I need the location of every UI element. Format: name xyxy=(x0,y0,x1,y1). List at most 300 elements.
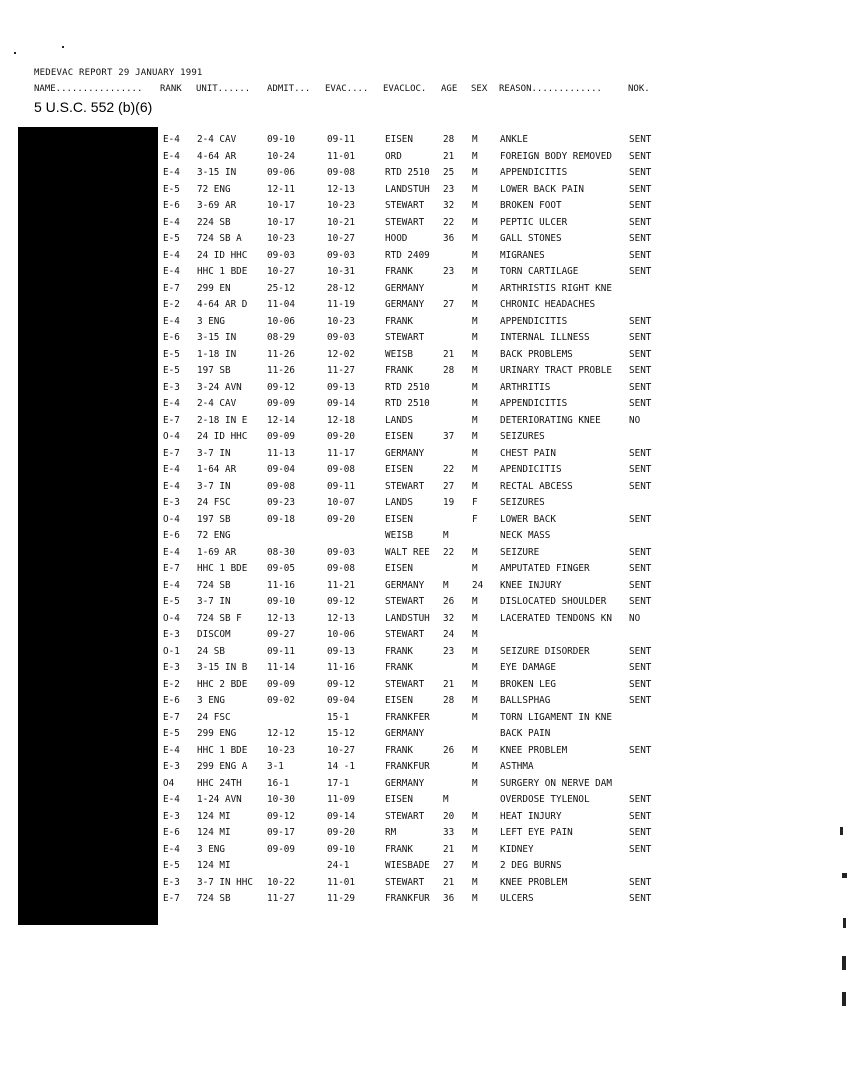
cell-age: 33 xyxy=(443,827,455,838)
cell-age: 26 xyxy=(443,596,455,607)
cell-evacloc: STEWART xyxy=(385,596,425,607)
cell-nok: SENT xyxy=(629,447,652,459)
cell-evacloc: FRANKFUR xyxy=(385,761,430,772)
cell-admit: 10-17 xyxy=(267,216,295,228)
cell-nok: SENT xyxy=(629,513,652,525)
cell-unit: 3-69 AR xyxy=(197,200,237,211)
cell-reason: BROKEN LEG xyxy=(500,678,556,690)
cell-age: M xyxy=(443,579,449,591)
cell-sex: M xyxy=(472,200,478,211)
cell-unit: 197 SB xyxy=(197,513,231,525)
cell-evacloc: LANDS xyxy=(385,414,413,426)
cell-evacloc: STEWART xyxy=(385,629,425,640)
cell-evac: 12-13 xyxy=(327,183,355,195)
table-row xyxy=(0,613,848,630)
cell-nok: SENT xyxy=(629,563,652,574)
cell-evac: 09-20 xyxy=(327,431,355,442)
cell-admit: 08-29 xyxy=(267,332,295,343)
cell-age: 22 xyxy=(443,546,455,558)
cell-admit: 09-12 xyxy=(267,381,295,393)
cell-reason: MIGRANES xyxy=(500,249,545,261)
table-row xyxy=(0,794,848,811)
cell-sex: M xyxy=(472,233,478,244)
cell-sex: M xyxy=(472,167,478,178)
cell-evac: 17-1 xyxy=(327,777,350,789)
cell-admit: 09-23 xyxy=(267,497,295,508)
cell-unit: 197 SB xyxy=(197,365,231,376)
cell-sex: F xyxy=(472,513,478,525)
cell-rank: E-4 xyxy=(163,134,180,145)
header-unit: UNIT...... xyxy=(196,84,251,94)
cell-rank: E-5 xyxy=(163,233,180,244)
table-row xyxy=(0,151,848,168)
cell-unit: 299 ENG A xyxy=(197,761,248,772)
cell-rank: E-4 xyxy=(163,150,180,162)
cell-unit: 3 ENG xyxy=(197,315,225,327)
cell-evacloc: FRANK xyxy=(385,645,413,657)
cell-age: 32 xyxy=(443,612,455,624)
cell-admit: 10-23 xyxy=(267,233,295,244)
cell-rank: E-3 xyxy=(163,662,180,673)
table-row xyxy=(0,745,848,762)
cell-evac: 09-08 xyxy=(327,167,355,178)
cell-evac: 09-12 xyxy=(327,596,355,607)
cell-reason: LEFT EYE PAIN xyxy=(500,827,573,838)
cell-reason: DISLOCATED SHOULDER xyxy=(500,596,607,607)
cell-age: 27 xyxy=(443,480,455,492)
cell-reason: SEIZURE xyxy=(500,546,540,558)
cell-reason: KNEE PROBLEM xyxy=(500,744,568,756)
table-row xyxy=(0,283,848,300)
cell-age: 28 xyxy=(443,695,455,706)
cell-evac: 11-09 xyxy=(327,794,355,805)
cell-age: 26 xyxy=(443,744,455,756)
cell-sex: M xyxy=(472,315,478,327)
cell-rank: E-3 xyxy=(163,810,180,822)
cell-rank: E-7 xyxy=(163,711,180,723)
cell-nok: SENT xyxy=(629,843,652,855)
table-row xyxy=(0,695,848,712)
table-row xyxy=(0,827,848,844)
cell-unit: 24 FSC xyxy=(197,711,231,723)
cell-age: 23 xyxy=(443,645,455,657)
cell-reason: OVERDOSE TYLENOL xyxy=(500,794,590,805)
cell-evacloc: EISEN xyxy=(385,563,413,574)
cell-reason: KNEE INJURY xyxy=(500,579,562,591)
cell-admit: 09-10 xyxy=(267,134,295,145)
cell-sex: M xyxy=(472,266,478,277)
cell-reason: GALL STONES xyxy=(500,233,562,244)
cell-evac: 14 -1 xyxy=(327,761,355,772)
cell-rank: E-3 xyxy=(163,761,180,772)
cell-sex: M xyxy=(472,711,478,723)
cell-rank: E-6 xyxy=(163,530,180,541)
header-admit: ADMIT... xyxy=(267,84,311,94)
cell-evac: 15-1 xyxy=(327,711,350,723)
cell-nok: SENT xyxy=(629,827,652,838)
cell-reason: CHRONIC HEADACHES xyxy=(500,299,596,310)
medevac-table-body xyxy=(0,134,848,910)
cell-evac: 09-11 xyxy=(327,480,355,492)
cell-evac: 11-17 xyxy=(327,447,355,459)
cell-evacloc: FRANKFUR xyxy=(385,893,430,904)
cell-evacloc: FRANK xyxy=(385,662,413,673)
cell-sex: M xyxy=(472,150,478,162)
table-row xyxy=(0,299,848,316)
cell-reason: ARTHRISTIS RIGHT KNE xyxy=(500,282,612,294)
redaction-label: 5 U.S.C. 552 (b)(6) xyxy=(34,99,153,115)
cell-evacloc: WIESBADE xyxy=(385,860,430,871)
table-row xyxy=(0,679,848,696)
cell-sex: M xyxy=(472,134,478,145)
cell-evac: 10-23 xyxy=(327,200,355,211)
table-row xyxy=(0,266,848,283)
cell-rank: E-7 xyxy=(163,563,180,574)
table-row xyxy=(0,464,848,481)
cell-nok: SENT xyxy=(629,398,652,409)
cell-rank: E-6 xyxy=(163,827,180,838)
cell-unit: 4-64 AR xyxy=(197,150,237,162)
cell-age: 28 xyxy=(443,365,455,376)
cell-nok: SENT xyxy=(629,200,652,211)
scan-edge-mark xyxy=(842,992,846,1006)
table-row xyxy=(0,332,848,349)
table-row xyxy=(0,349,848,366)
cell-unit: 3-7 IN HHC xyxy=(197,876,253,888)
cell-evac: 09-08 xyxy=(327,464,355,475)
cell-sex: M xyxy=(472,216,478,228)
cell-admit: 09-09 xyxy=(267,398,295,409)
cell-reason: AMPUTATED FINGER xyxy=(500,563,590,574)
cell-evacloc: GERMANY xyxy=(385,777,425,789)
cell-age: 21 xyxy=(443,150,455,162)
cell-age: 27 xyxy=(443,860,455,871)
cell-evac: 09-08 xyxy=(327,563,355,574)
cell-reason: SEIZURES xyxy=(500,497,545,508)
cell-evacloc: FRANK xyxy=(385,266,413,277)
cell-unit: 2-4 CAV xyxy=(197,398,237,409)
cell-evacloc: ORD xyxy=(385,150,402,162)
cell-nok: SENT xyxy=(629,695,652,706)
cell-admit: 08-30 xyxy=(267,546,295,558)
cell-sex: M xyxy=(472,893,478,904)
cell-rank: E-5 xyxy=(163,365,180,376)
cell-evac: 09-04 xyxy=(327,695,355,706)
cell-unit: 2-18 IN E xyxy=(197,414,248,426)
cell-admit: 11-27 xyxy=(267,893,295,904)
cell-reason: BACK PROBLEMS xyxy=(500,348,573,360)
cell-evac: 09-14 xyxy=(327,398,355,409)
cell-reason: LOWER BACK PAIN xyxy=(500,183,584,195)
cell-nok: SENT xyxy=(629,150,652,162)
cell-admit: 09-05 xyxy=(267,563,295,574)
table-row xyxy=(0,844,848,861)
table-row xyxy=(0,365,848,382)
cell-unit: 3 ENG xyxy=(197,695,225,706)
table-row xyxy=(0,580,848,597)
cell-evacloc: STEWART xyxy=(385,480,425,492)
cell-sex: M xyxy=(472,827,478,838)
cell-unit: 1-18 IN xyxy=(197,348,237,360)
cell-evacloc: GERMANY xyxy=(385,299,425,310)
table-row xyxy=(0,398,848,415)
cell-nok: SENT xyxy=(629,579,652,591)
cell-rank: E-4 xyxy=(163,315,180,327)
cell-reason: NECK MASS xyxy=(500,530,551,541)
cell-admit: 09-08 xyxy=(267,480,295,492)
cell-evac: 12-18 xyxy=(327,414,355,426)
scan-edge-mark xyxy=(842,956,846,970)
cell-age: 25 xyxy=(443,167,455,178)
cell-rank: E-7 xyxy=(163,414,180,426)
cell-nok: SENT xyxy=(629,183,652,195)
cell-unit: HHC 24TH xyxy=(197,777,242,789)
cell-rank: E-4 xyxy=(163,167,180,178)
cell-nok: SENT xyxy=(629,810,652,822)
cell-nok: NO xyxy=(629,612,641,624)
cell-unit: 4-64 AR D xyxy=(197,299,248,310)
scan-speck xyxy=(62,46,64,48)
cell-age: M xyxy=(443,530,449,541)
cell-rank: E-3 xyxy=(163,497,180,508)
cell-nok: SENT xyxy=(629,678,652,690)
cell-rank: E-7 xyxy=(163,282,180,294)
cell-evac: 10-23 xyxy=(327,315,355,327)
cell-unit: 24 FSC xyxy=(197,497,231,508)
cell-unit: 124 MI xyxy=(197,827,231,838)
table-row xyxy=(0,233,848,250)
table-row xyxy=(0,431,848,448)
cell-evacloc: STEWART xyxy=(385,876,425,888)
cell-rank: E-2 xyxy=(163,678,180,690)
cell-unit: 3 ENG xyxy=(197,843,225,855)
cell-admit: 11-04 xyxy=(267,299,295,310)
cell-sex: M xyxy=(472,282,478,294)
cell-unit: 72 ENG xyxy=(197,530,231,541)
cell-nok: SENT xyxy=(629,167,652,178)
cell-admit: 09-04 xyxy=(267,464,295,475)
header-evac: EVAC.... xyxy=(325,84,369,94)
table-row xyxy=(0,547,848,564)
cell-evacloc: RM xyxy=(385,827,397,838)
cell-admit: 09-03 xyxy=(267,249,295,261)
cell-sex: M xyxy=(472,662,478,673)
cell-admit: 12-12 xyxy=(267,728,295,739)
cell-evac: 10-21 xyxy=(327,216,355,228)
cell-unit: 224 SB xyxy=(197,216,231,228)
cell-reason: LACERATED TENDONS KN xyxy=(500,612,612,624)
cell-sex: M xyxy=(472,464,478,475)
cell-unit: 3-7 IN xyxy=(197,596,231,607)
cell-sex: M xyxy=(472,348,478,360)
cell-evacloc: WEISB xyxy=(385,530,413,541)
cell-nok: SENT xyxy=(629,876,652,888)
cell-evac: 11-21 xyxy=(327,579,355,591)
table-row xyxy=(0,860,848,877)
cell-evac: 10-06 xyxy=(327,629,355,640)
cell-evacloc: GERMANY xyxy=(385,728,425,739)
cell-unit: 724 SB xyxy=(197,579,231,591)
cell-rank: O4 xyxy=(163,777,175,789)
cell-reason: APPENDICITIS xyxy=(500,315,568,327)
cell-age: 28 xyxy=(443,134,455,145)
cell-nok: SENT xyxy=(629,381,652,393)
scan-edge-mark xyxy=(843,918,846,928)
cell-unit: HHC 1 BDE xyxy=(197,266,248,277)
cell-evac: 09-20 xyxy=(327,827,355,838)
cell-rank: E-4 xyxy=(163,744,180,756)
cell-evac: 09-10 xyxy=(327,843,355,855)
cell-evacloc: STEWART xyxy=(385,200,425,211)
cell-sex: M xyxy=(472,629,478,640)
cell-evacloc: STEWART xyxy=(385,810,425,822)
cell-admit: 25-12 xyxy=(267,282,295,294)
cell-sex: M xyxy=(472,876,478,888)
cell-age: 21 xyxy=(443,843,455,855)
cell-evacloc: FRANK xyxy=(385,365,413,376)
cell-evac: 11-19 xyxy=(327,299,355,310)
cell-rank: E-4 xyxy=(163,266,180,277)
cell-nok: SENT xyxy=(629,794,652,805)
cell-rank: E-4 xyxy=(163,843,180,855)
cell-admit: 10-22 xyxy=(267,876,295,888)
cell-sex: M xyxy=(472,332,478,343)
cell-sex: M xyxy=(472,447,478,459)
cell-sex: M xyxy=(472,761,478,772)
cell-nok: SENT xyxy=(629,348,652,360)
cell-evacloc: HOOD xyxy=(385,233,408,244)
cell-sex: 24 xyxy=(472,579,484,591)
cell-age: 37 xyxy=(443,431,455,442)
table-row xyxy=(0,514,848,531)
cell-admit: 10-17 xyxy=(267,200,295,211)
table-row xyxy=(0,877,848,894)
cell-unit: 1-69 AR xyxy=(197,546,237,558)
cell-evacloc: FRANK xyxy=(385,315,413,327)
cell-rank: E-6 xyxy=(163,200,180,211)
table-row xyxy=(0,893,848,910)
cell-unit: 724 SB A xyxy=(197,233,242,244)
cell-admit: 12-14 xyxy=(267,414,295,426)
cell-admit: 09-10 xyxy=(267,596,295,607)
cell-unit: 1-64 AR xyxy=(197,464,237,475)
header-nok: NOK. xyxy=(628,84,650,94)
cell-age: 21 xyxy=(443,678,455,690)
cell-admit: 09-11 xyxy=(267,645,295,657)
cell-admit: 09-09 xyxy=(267,431,295,442)
cell-nok: SENT xyxy=(629,662,652,673)
cell-admit: 3-1 xyxy=(267,761,284,772)
cell-nok: SENT xyxy=(629,266,652,277)
cell-sex: M xyxy=(472,249,478,261)
cell-sex: M xyxy=(472,299,478,310)
table-row xyxy=(0,662,848,679)
cell-sex: M xyxy=(472,810,478,822)
table-row xyxy=(0,712,848,729)
cell-evacloc: RTD 2409 xyxy=(385,249,430,261)
cell-unit: 3-7 IN xyxy=(197,480,231,492)
cell-unit: 299 EN xyxy=(197,282,231,294)
cell-admit: 12-13 xyxy=(267,612,295,624)
cell-unit: 24 ID HHC xyxy=(197,431,248,442)
cell-nok: SENT xyxy=(629,249,652,261)
cell-admit: 09-27 xyxy=(267,629,295,640)
cell-evac: 10-27 xyxy=(327,744,355,756)
table-row xyxy=(0,184,848,201)
cell-reason: PEPTIC ULCER xyxy=(500,216,568,228)
table-row xyxy=(0,200,848,217)
cell-unit: 724 SB xyxy=(197,893,231,904)
cell-evac: 11-01 xyxy=(327,150,355,162)
cell-rank: E-4 xyxy=(163,216,180,228)
cell-reason: URINARY TRACT PROBLE xyxy=(500,365,612,376)
cell-nok: SENT xyxy=(629,645,652,657)
cell-nok: SENT xyxy=(629,134,652,145)
cell-sex: M xyxy=(472,596,478,607)
table-row xyxy=(0,382,848,399)
cell-rank: E-7 xyxy=(163,893,180,904)
table-row xyxy=(0,316,848,333)
cell-admit: 10-27 xyxy=(267,266,295,277)
cell-evac: 09-03 xyxy=(327,546,355,558)
cell-nok: SENT xyxy=(629,546,652,558)
cell-evacloc: RTD 2510 xyxy=(385,381,430,393)
cell-rank: E-3 xyxy=(163,629,180,640)
cell-unit: 2-4 CAV xyxy=(197,134,237,145)
table-row xyxy=(0,761,848,778)
cell-rank: E-5 xyxy=(163,728,180,739)
cell-sex: M xyxy=(472,546,478,558)
cell-unit: 124 MI xyxy=(197,860,231,871)
cell-nok: SENT xyxy=(629,464,652,475)
cell-nok: SENT xyxy=(629,893,652,904)
cell-age: 32 xyxy=(443,200,455,211)
cell-age: 36 xyxy=(443,893,455,904)
cell-age: 19 xyxy=(443,497,455,508)
cell-age: 22 xyxy=(443,464,455,475)
cell-evacloc: EISEN xyxy=(385,431,413,442)
cell-evacloc: WEISB xyxy=(385,348,413,360)
cell-reason: RECTAL ABCESS xyxy=(500,480,573,492)
cell-evac: 09-03 xyxy=(327,332,355,343)
cell-rank: E-6 xyxy=(163,332,180,343)
cell-nok: SENT xyxy=(629,365,652,376)
cell-reason: TORN CARTILAGE xyxy=(500,266,579,277)
cell-evac: 11-16 xyxy=(327,662,355,673)
scan-edge-mark xyxy=(840,827,843,835)
cell-unit: 24 SB xyxy=(197,645,225,657)
cell-reason: LOWER BACK xyxy=(500,513,556,525)
cell-admit: 10-23 xyxy=(267,744,295,756)
cell-admit: 09-12 xyxy=(267,810,295,822)
cell-age: 23 xyxy=(443,266,455,277)
cell-reason: EYE DAMAGE xyxy=(500,662,556,673)
cell-unit: 3-24 AVN xyxy=(197,381,242,393)
cell-evac: 09-13 xyxy=(327,381,355,393)
cell-evac: 09-11 xyxy=(327,134,355,145)
cell-evacloc: STEWART xyxy=(385,216,425,228)
cell-nok: SENT xyxy=(629,332,652,343)
cell-unit: 299 ENG xyxy=(197,728,237,739)
cell-rank: E-7 xyxy=(163,447,180,459)
cell-reason: DETERIORATING KNEE xyxy=(500,414,601,426)
cell-rank: E-3 xyxy=(163,876,180,888)
cell-unit: HHC 1 BDE xyxy=(197,563,248,574)
cell-sex: M xyxy=(472,563,478,574)
cell-admit: 10-24 xyxy=(267,150,295,162)
cell-evac: 24-1 xyxy=(327,860,350,871)
cell-admit: 12-11 xyxy=(267,183,295,195)
